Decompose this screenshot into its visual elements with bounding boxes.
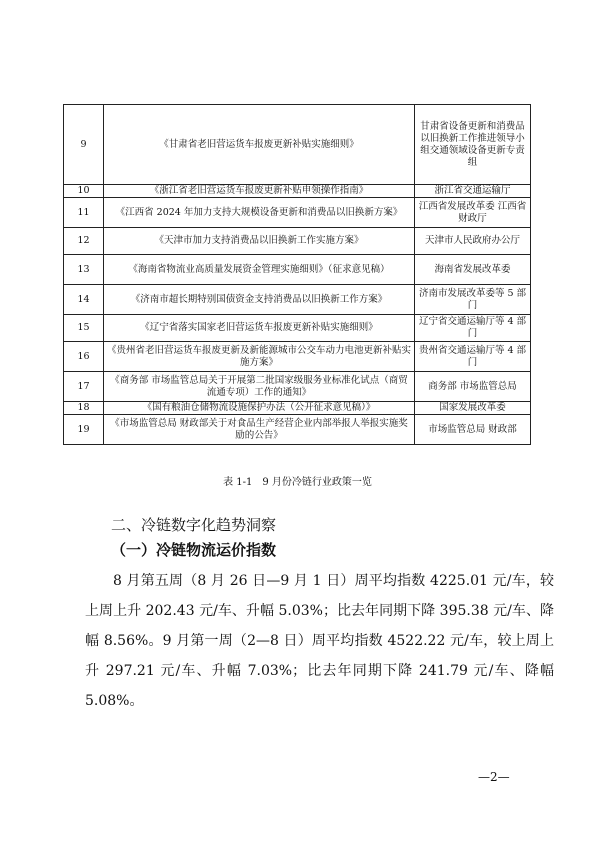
table-row [64,315,531,342]
issuing-department: 市场监管总局 财政部 [415,415,531,445]
policy-title: 《天津市加力支持消费品以旧换新工作实施方案》 [104,228,415,255]
section-heading: 二、冷链数字化趋势洞察 [111,516,277,534]
body-paragraph: 8 月第五周（8 月 26 日—9 月 1 日）周平均指数 4225.01 元/车，较上周上升 202.43 元/车、升幅 5.03%；比去年同期下降 395.38 元/车、降幅 8.56%。9 月第一周（2—8 日）周平均指数 4522.22 元/车，较上周上升 297.21 元/车、升幅 7.03%；比去年同期下降 241.79 元/车、降幅 5.08%。 [85,573,554,709]
policy-title: 《辽宁省落实国家老旧营运货车报废更新补贴实施细则》 [104,315,415,342]
table-row [64,372,531,402]
issuing-department: 国家发展改革委 [415,402,531,415]
row-number: 10 [64,185,104,198]
row-number: 12 [64,228,104,255]
row-number: 9 [64,105,104,185]
policy-table [63,104,531,445]
row-number: 16 [64,342,104,372]
row-number: 13 [64,255,104,285]
row-number: 17 [64,372,104,402]
table-row [64,255,531,285]
issuing-department: 商务部 市场监管总局 [415,372,531,402]
table-row [64,415,531,445]
table-row [64,228,531,255]
issuing-department: 浙江省交通运输厅 [415,185,531,198]
row-number: 11 [64,198,104,228]
policy-title: 《济南市超长期特别国债资金支持消费品以旧换新工作方案》 [104,285,415,315]
page-number: —2— [478,770,510,784]
table-caption: 表 1-1 9 月份冷链行业政策一览 [223,477,372,488]
row-number: 15 [64,315,104,342]
row-number: 19 [64,415,104,445]
policy-title: 《甘肃省老旧营运货车报废更新补贴实施细则》 [104,105,415,185]
issuing-department: 辽宁省交通运输厅等 4 部门 [415,315,531,342]
table-row [64,342,531,372]
issuing-department: 海南省发展改革委 [415,255,531,285]
table-row [64,185,531,198]
subsection-heading: （一）冷链物流运价指数 [111,541,277,559]
issuing-department: 江西省发展改革委 江西省财政厅 [415,198,531,228]
issuing-department: 贵州省交通运输厅等 4 部门 [415,342,531,372]
policy-title: 《海南省物流业高质量发展资金管理实施细则》（征求意见稿） [104,255,415,285]
table-row [64,285,531,315]
table-row [64,402,531,415]
policy-title: 《国有粮油仓储物流设施保护办法（公开征求意见稿）》 [104,402,415,415]
table-row [64,198,531,228]
policy-title: 《江西省 2024 年加力支持大规模设备更新和消费品以旧换新方案》 [104,198,415,228]
policy-title: 《浙江省老旧营运货车报废更新补贴申领操作指南》 [104,185,415,198]
issuing-department: 济南市发展改革委等 5 部门 [415,285,531,315]
policy-title: 《商务部 市场监管总局关于开展第二批国家级服务业标准化试点（商贸流通专项）工作的通知》 [104,372,415,402]
row-number: 14 [64,285,104,315]
issuing-department: 甘肃省设备更新和消费品以旧换新工作推进领导小组交通领域设备更新专责组 [415,105,531,185]
row-number: 18 [64,402,104,415]
table-row [64,105,531,185]
policy-title: 《贵州省老旧营运货车报废更新及新能源城市公交车动力电池更新补贴实施方案》 [104,342,415,372]
policy-title: 《市场监管总局 财政部关于对食品生产经营企业内部举报人举报实施奖励的公告》 [104,415,415,445]
issuing-department: 天津市人民政府办公厅 [415,228,531,255]
